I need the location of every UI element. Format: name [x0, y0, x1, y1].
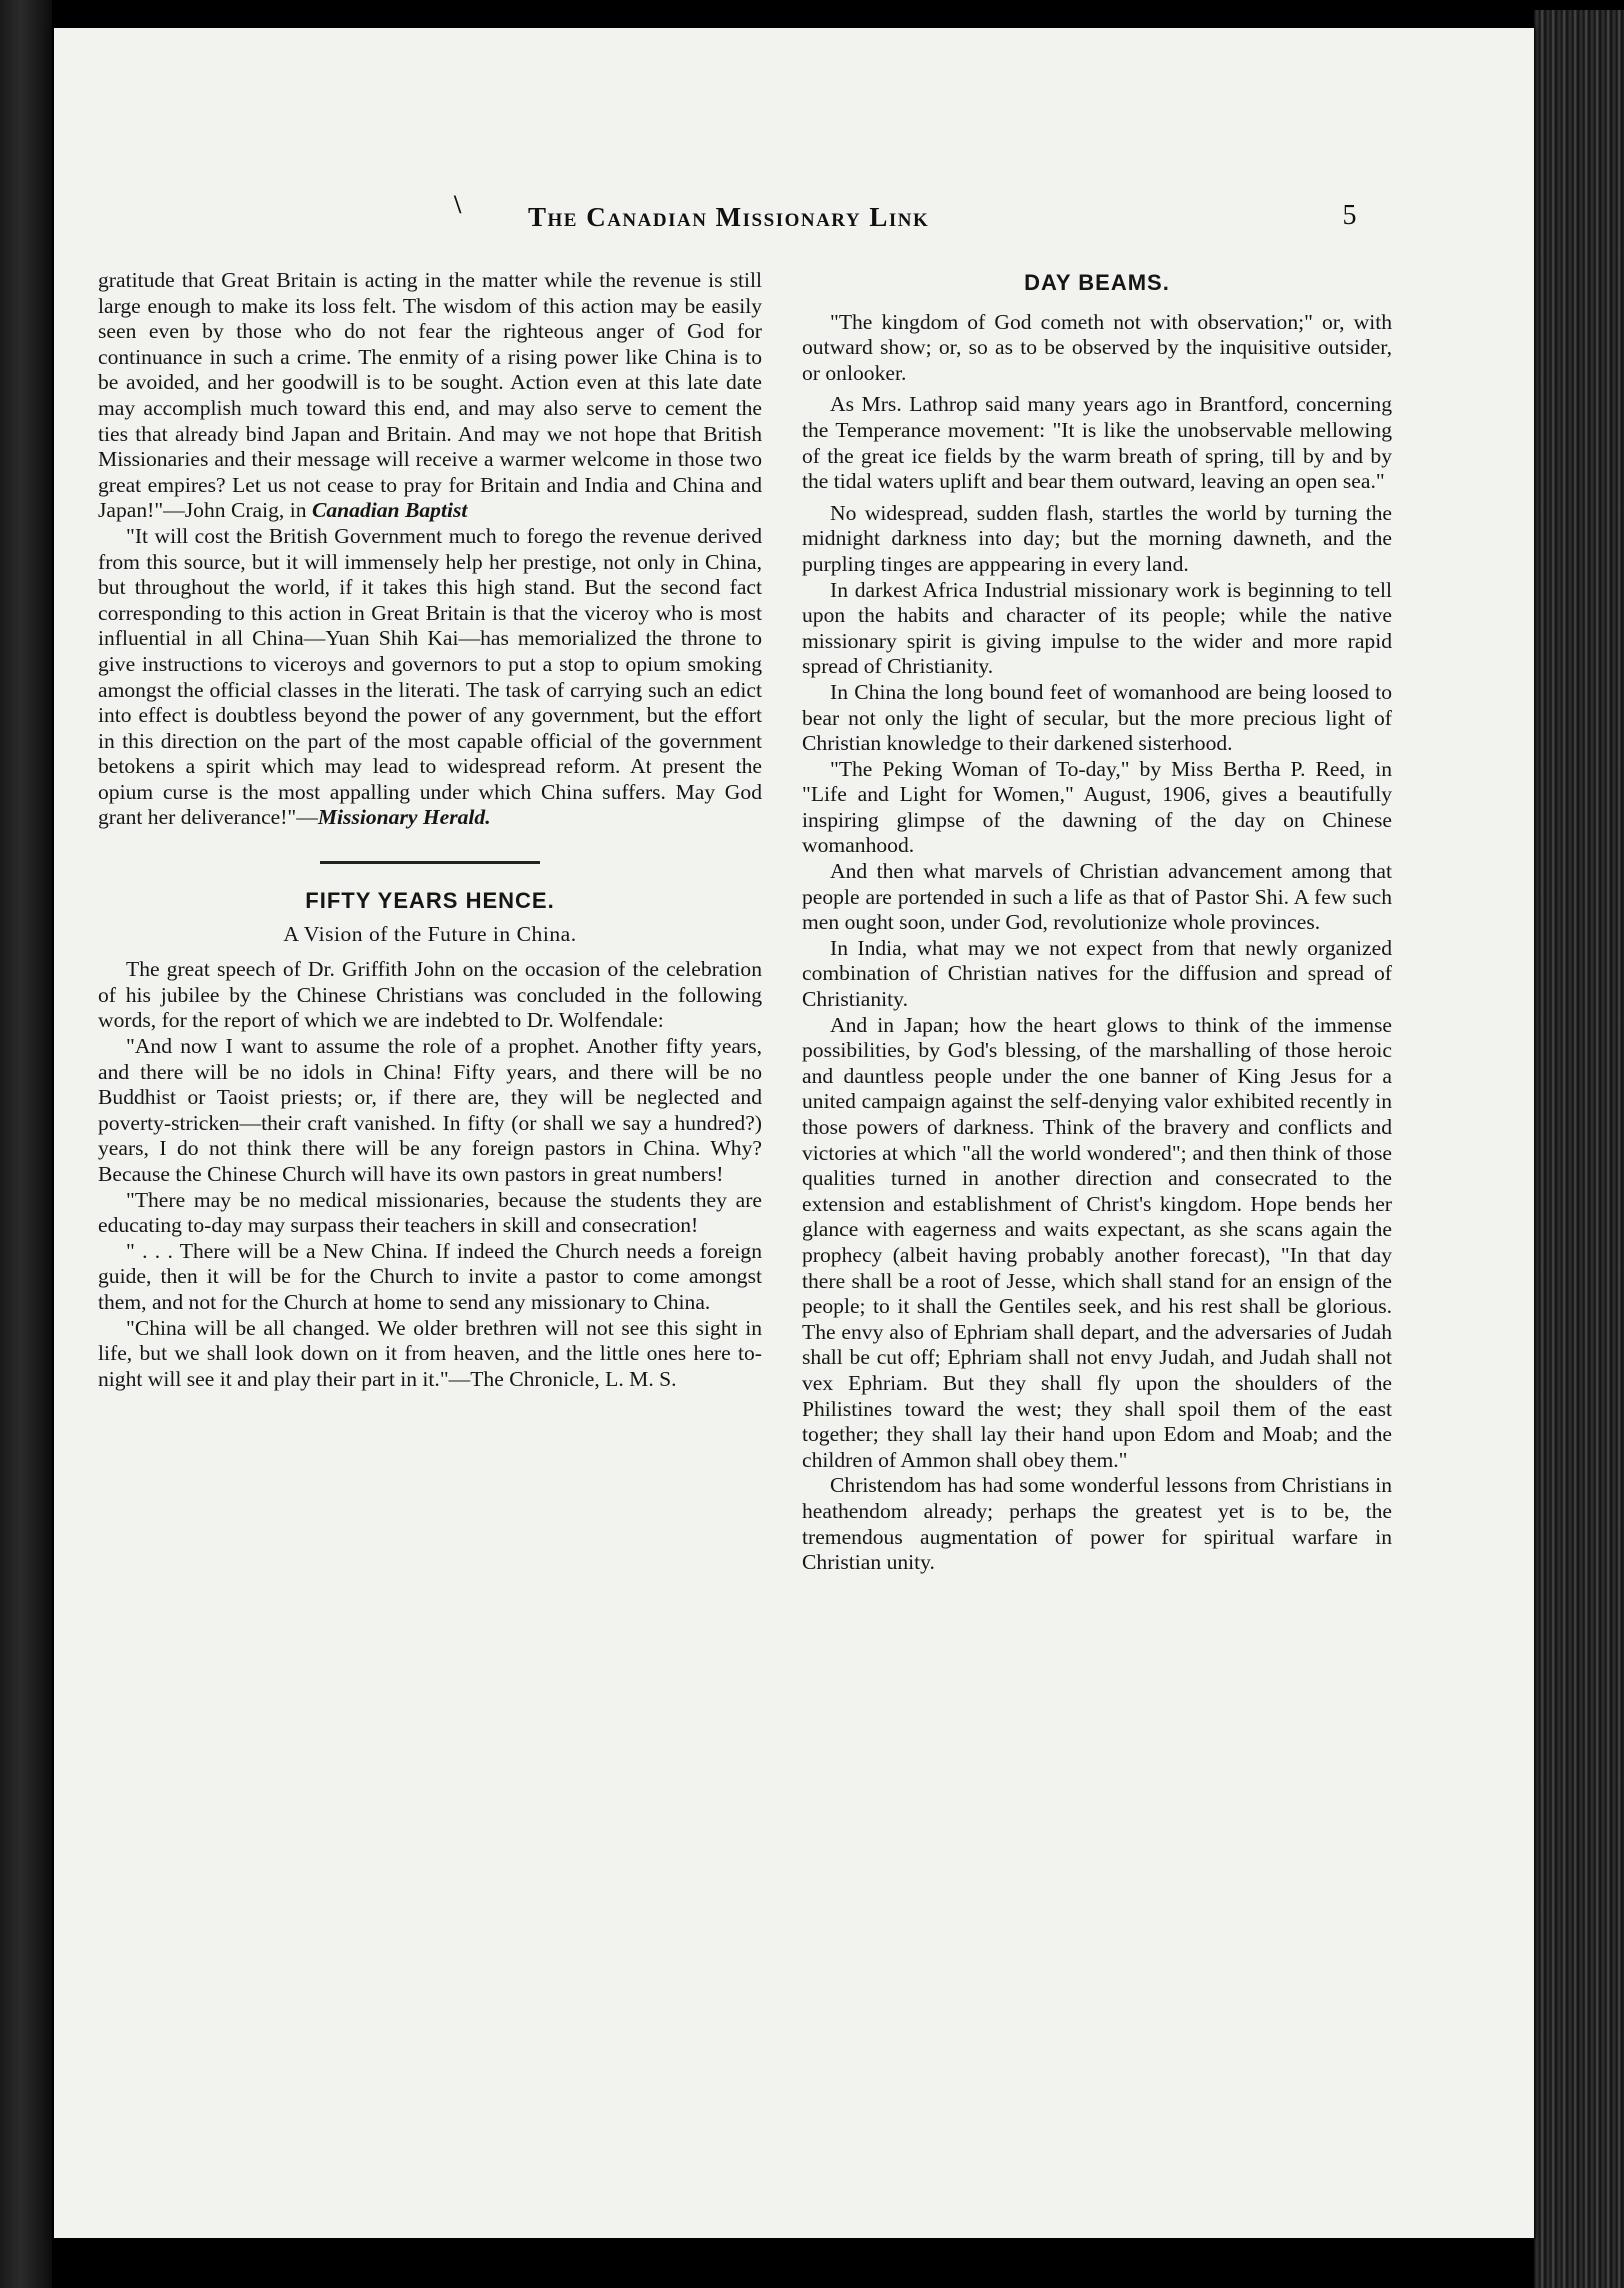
section-divider	[320, 861, 540, 864]
fifty-paragraph-4: " . . . There will be a New China. If indeed the Church needs a foreign guide, then it will be for the Church to invite a pastor to come amongst them, and not for the Church at home to send any missionary to China.	[98, 1238, 762, 1314]
day-paragraph-6: "The Peking Woman of To-day," by Miss Bertha P. Reed, in "Life and Light for Women," August, 1906, gives a beautifully inspiring glimpse of the dawning of the day on Chinese womanhood.	[802, 756, 1392, 858]
day-paragraph-3: No widespread, sudden flash, startles the world by turning the midnight darkness into day; but the morning dawneth, and the purpling tinges are apppearing in every land.	[802, 500, 1392, 576]
day-paragraph-5: In China the long bound feet of womanhood are being loosed to bear not only the light of secular, but the more precious light of Christian knowledge to their darkened sisterhood.	[802, 679, 1392, 756]
fifty-paragraph-1: The great speech of Dr. Griffith John on the occasion of the celebration of his jubilee by the Chinese Christians was concluded in the following words, for the report of which we are indebted to Dr. Wolfendale:	[98, 957, 762, 1033]
stray-mark: \	[454, 190, 463, 219]
page-number: 5	[1342, 200, 1358, 231]
source-canadian-baptist: Canadian Baptist	[311, 498, 468, 523]
article-title-fifty-years: FIFTY YEARS HENCE.	[305, 888, 555, 914]
article-subtitle: A Vision of the Future in China.	[283, 921, 577, 946]
fifty-paragraph-3: "There may be no medical missionaries, because the students they are educating to-day may surpass their teachers in skill and consecration!	[98, 1187, 762, 1238]
article-title-day-beams: DAY BEAMS.	[1024, 270, 1170, 295]
journal-title: The Canadian Missionary Link	[528, 202, 930, 232]
right-column	[802, 268, 1392, 1576]
left-page-edge	[0, 0, 52, 2288]
continuation-text: gratitude that Great Britain is acting in the matter while the revenue is still large enough to make its loss felt. The wisdom of this action may be easily seen even by those who do not fear the righteous anger of God for continuance in such a crime. The enmity of a rising power like China is to be avoided, and her goodwill is to be sought. Action even at this late date may accomplish much toward this end, and may also serve to cement the ties that already bind Japan and Britain. And may we not hope that British Missionaries and their message will receive a warmer welcome in those two great empires? Let us not cease to pray for Britain and India and China and Japan!"—John Craig, in	[98, 268, 762, 523]
day-paragraph-4: In darkest Africa Industrial missionary work is beginning to tell upon the habits and character of its people; while the native missionary spirit is giving impulse to the wider and more rapid spread of Christianity.	[802, 577, 1392, 679]
day-paragraph-2: As Mrs. Lathrop said many years ago in Brantford, concerning the Temperance movement: "It is like the unobservable mellowing of the great ice fields by the warm breath of spring, till by and by the tidal waters uplift and bear them outward, leaving an open sea."	[802, 392, 1392, 494]
opium-paragraph	[98, 524, 762, 831]
day-paragraph-7: And then what marvels of Christian advancement among that people are portended in such a life as that of Pastor Shi. A few such men ought soon, under God, revolutionize whole provinces.	[802, 859, 1392, 935]
source-missionary-herald: Missionary Herald.	[317, 805, 491, 830]
day-paragraph-1: "The kingdom of God cometh not with observation;" or, with outward show; or, so as to be observed by the inquisitive outsider, or onlooker.	[802, 309, 1392, 385]
day-paragraph-10: Christendom has had some wonderful lessons from Christians in heathendom already; perhaps the greatest yet is to be, the tremendous augmentation of power for spiritual warfare in Christian unity.	[802, 1473, 1392, 1575]
day-paragraph-8: In India, what may we not expect from that newly organized combination of Christian natives for the diffusion and spread of Christianity.	[802, 935, 1392, 1012]
fifty-paragraph-5: "China will be all changed. We older brethren will not see this sight in life, but we shall look down on it from heaven, and the little ones here to-night will see it and play their part in it."—The Chronicle, L. M. S.	[98, 1315, 762, 1391]
left-column	[98, 268, 762, 1392]
day-paragraph-9: And in Japan; how the heart glows to think of the immense possibilities, by God's blessing, of the marshalling of those heroic and dauntless people under the one banner of King Jesus for a united campaign against the self-denying valor exhibited recently in those powers of darkness. Think of the bravery and conflicts and victories at which "all the world wondered"; and then think of those qualities turned in another direction and consecrated to the extension and establishment of Christ's kingdom. Hope bends her glance with eagerness and waits expectant, as she scans again the prophecy (albeit having probably another forecast), "In that day there shall be a root of Jesse, which shall stand for an ensign of the people; to it shall the Gentiles seek, and his rest shall be glorious. The envy also of Ephriam shall depart, and the adversaries of Judah shall be cut off; Ephriam shall not envy Judah, and Judah shall not vex Ephriam. But they shall fly upon the shoulders of the Philistines toward the west; they shall spoil them of the east together; they shall lay their hand upon Edom and Moab; and the children of Ammon shall obey them."	[802, 1012, 1392, 1472]
right-book-edge	[1534, 10, 1624, 2288]
fifty-paragraph-2: "And now I want to assume the role of a prophet. Another fifty years, and there will be no idols in China! Fifty years, and there will be no Buddhist or Taoist priests; or, if there are, they will be neglected and poverty-stricken—their craft vanished. In fifty (or shall we say a hundred?) years, I do not think there will be any foreign pastors in China. Why? Because the Chinese Church will have its own pastors in great numbers!	[98, 1034, 762, 1186]
opium-text: "It will cost the British Government much to forego the revenue derived from this source, but it will immensely help her prestige, not only in China, but throughout the world, if it takes this high stand. But the second fact corresponding to this action in Great Britain is that the viceroy who is most influential in all China—Yuan Shih Kai—has memorialized the throne to give instructions to viceroys and governors to put a stop to opium smoking amongst the official classes in the literati. The task of carrying such an edict into effect is doubtless beyond the power of any government, but the effort in this direction on the part of the most capable official of the government betokens a spirit which may lead to widespread reform. At present the opium curse is the most appalling under which China suffers. May God grant her deliverance!"—	[98, 523, 762, 830]
continuation-paragraph	[98, 268, 762, 524]
running-head	[418, 190, 1398, 244]
